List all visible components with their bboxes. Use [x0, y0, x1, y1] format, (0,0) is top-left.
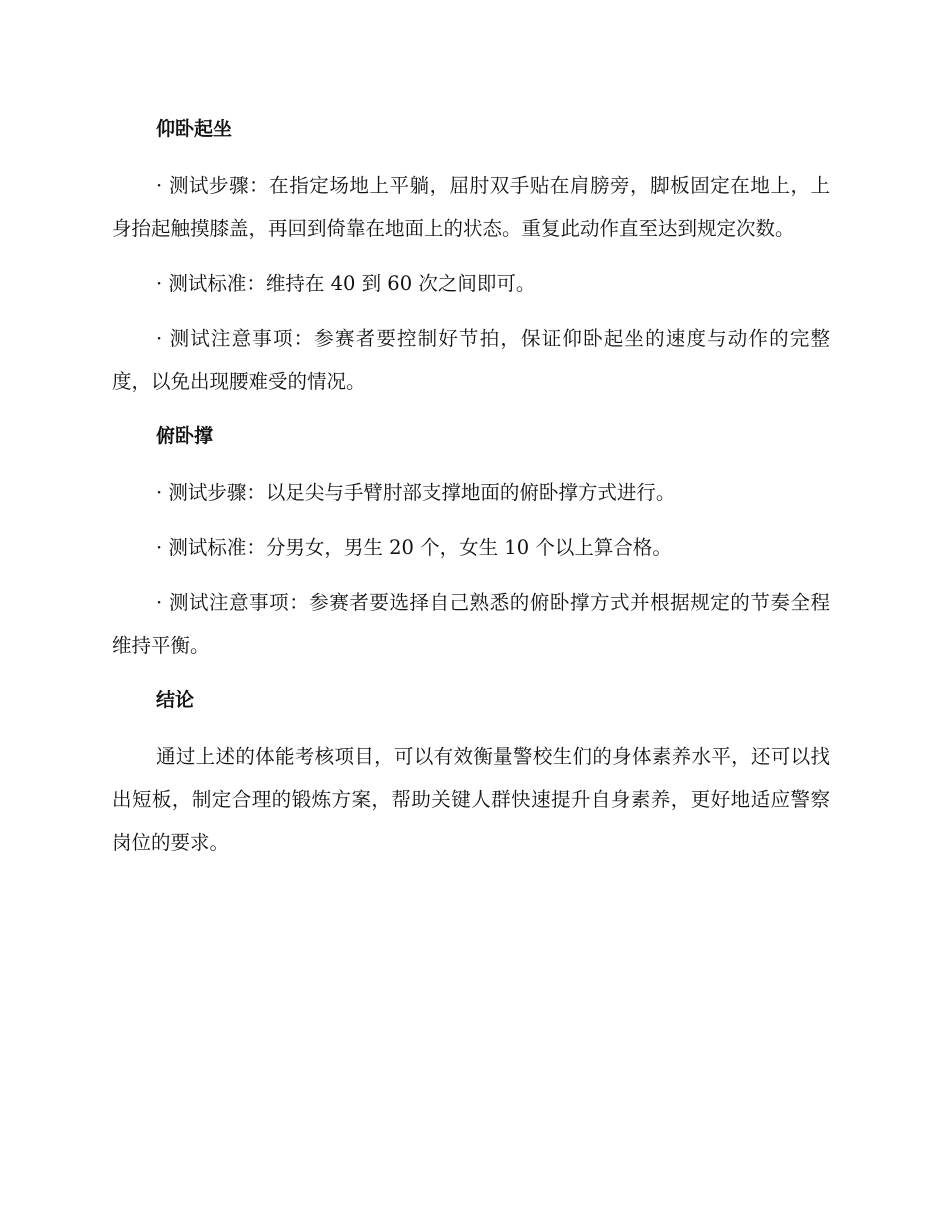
test-standard-paragraph: · 测试标准：分男女，男生 20 个，女生 10 个以上算合格。 — [156, 536, 672, 559]
test-standard-paragraph: · 测试标准：维持在 40 到 60 次之间即可。 — [156, 272, 536, 295]
test-notes-paragraph: · 测试注意事项：参赛者要选择自己熟悉的俯卧撑方式并根据规定的节奏全程维持平衡。 — [112, 591, 830, 657]
section-heading: 仰卧起坐 — [156, 118, 233, 140]
document-page — [112, 108, 830, 876]
test-steps-paragraph: · 测试步骤：在指定场地上平躺，屈肘双手贴在肩膀旁，脚板固定在地上，上身抬起触摸膝盖，再回到倚靠在地面上的状态。重复此动作直至达到规定次数。 — [112, 174, 830, 240]
section-pushups — [112, 415, 830, 667]
section-heading: 结论 — [156, 689, 195, 711]
section-heading: 俯卧撑 — [156, 425, 214, 447]
section-situps — [112, 108, 830, 403]
conclusion-paragraph: 通过上述的体能考核项目，可以有效衡量警校生们的身体素养水平，还可以找出短板，制定合理的锻炼方案，帮助关键人群快速提升自身素养，更好地适应警察岗位的要求。 — [112, 745, 830, 854]
test-notes-paragraph: · 测试注意事项：参赛者要控制好节拍，保证仰卧起坐的速度与动作的完整度，以免出现腰难受的情况。 — [112, 327, 830, 393]
section-conclusion — [112, 679, 830, 864]
test-steps-paragraph: · 测试步骤：以足尖与手臂肘部支撑地面的俯卧撑方式进行。 — [156, 481, 676, 504]
